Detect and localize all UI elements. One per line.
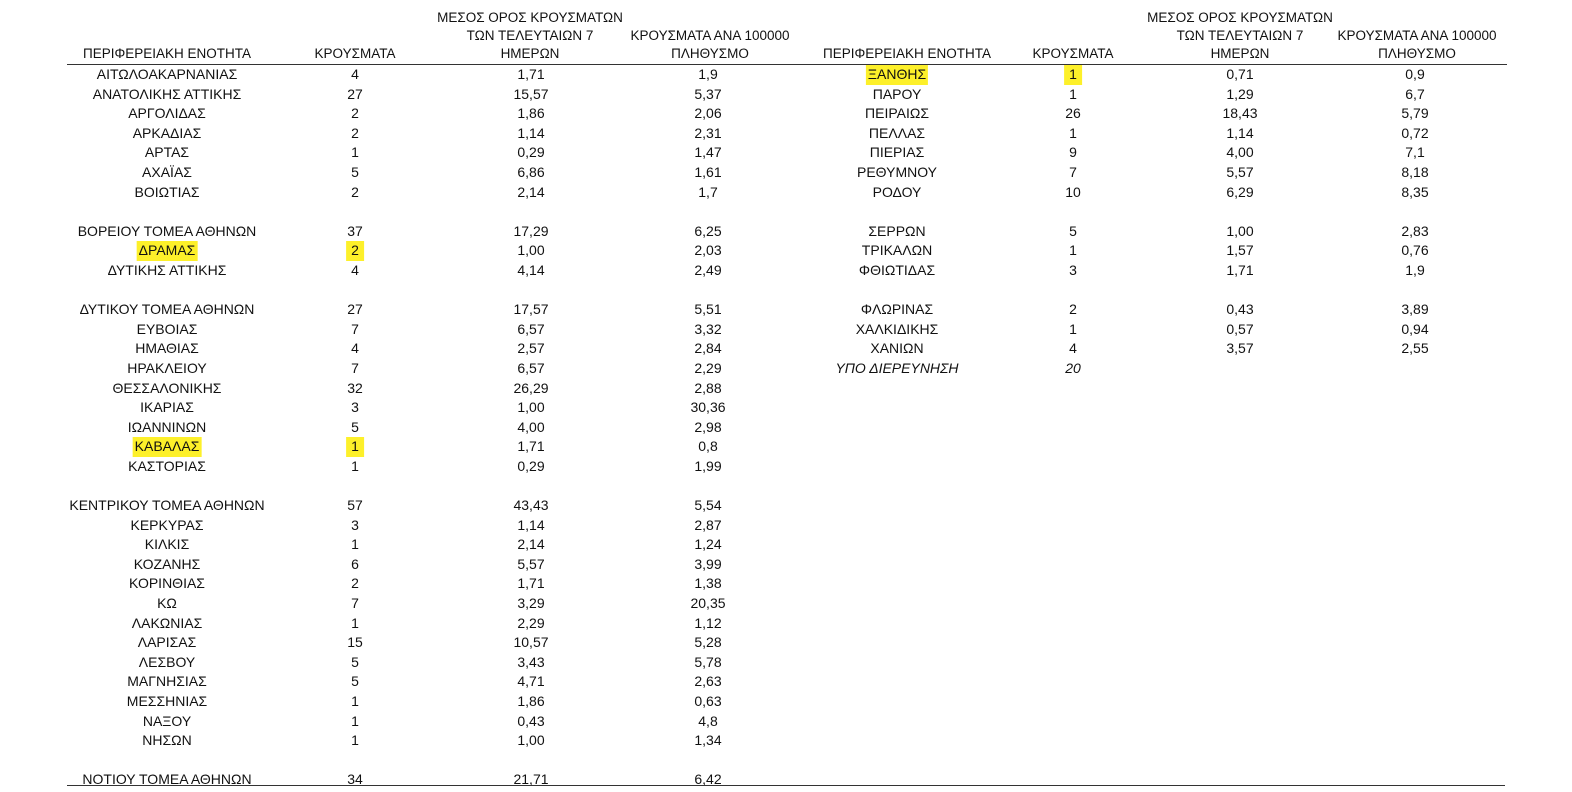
cell-per100k: 5,54	[694, 497, 722, 514]
cell-per100k: 20,35	[690, 595, 726, 612]
cell-region: ΔΥΤΙΚΟΥ ΤΟΜΕΑ ΑΘΗΝΩΝ	[79, 301, 255, 318]
header-region: ΠΕΡΙΦΕΡΕΙΑΚΗ ΕΝΟΤΗΤΑ	[822, 46, 992, 61]
cell-avg: 1,14	[517, 124, 545, 141]
cell-avg: 2,29	[517, 614, 545, 631]
cell-per100k: 1,38	[694, 575, 722, 592]
cell-cases: 37	[347, 222, 363, 239]
cell-per100k: 5,37	[694, 85, 722, 102]
cell-per100k: 2,31	[694, 124, 722, 141]
table-row	[67, 339, 820, 359]
cell-per100k: 2,63	[694, 673, 722, 690]
cell-per100k: 2,84	[694, 340, 722, 357]
cell-avg: 1,71	[517, 438, 545, 455]
cell-avg: 1,71	[1226, 261, 1254, 278]
cell-avg: 4,14	[517, 261, 545, 278]
cell-cases: 2	[346, 241, 364, 261]
cell-region: ΔΡΑΜΑΣ	[137, 241, 198, 261]
cell-avg: 1,71	[517, 66, 545, 82]
cell-cases: 1	[1064, 65, 1082, 85]
table-row	[67, 183, 820, 203]
cell-per100k: 2,98	[694, 418, 722, 435]
cell-cases: 2	[351, 183, 359, 200]
table-row	[67, 398, 820, 418]
cell-cases: 1	[1069, 242, 1077, 259]
cell-region: ΗΜΑΘΙΑΣ	[135, 340, 199, 357]
cell-per100k: 3,32	[694, 320, 722, 337]
header-avg: ΜΕΣΟΣ ΟΡΟΣ ΚΡΟΥΣΜΑΤΩΝ ΤΩΝ ΤΕΛΕΥΤΑΙΩΝ 7 ΗΜΕΡΩΝ	[437, 10, 623, 61]
header-cases: ΚΡΟΥΣΜΑΤΑ	[314, 46, 396, 61]
cell-per100k: 0,9	[1405, 66, 1425, 82]
table-row	[817, 183, 1507, 203]
cell-region: ΠΕΙΡΑΙΩΣ	[865, 105, 929, 122]
table-row	[817, 300, 1507, 320]
cell-per100k: 5,78	[694, 653, 722, 670]
table-row	[817, 85, 1507, 105]
cell-cases: 5	[351, 418, 359, 435]
cell-avg: 1,86	[517, 693, 545, 709]
cell-region: ΠΑΡΟΥ	[872, 85, 922, 102]
spacer-row	[67, 751, 820, 771]
cell-cases: 3	[351, 399, 359, 416]
cell-cases: 2	[351, 575, 359, 592]
cell-region: ΒΟΙΩΤΙΑΣ	[134, 183, 200, 200]
cell-per100k: 1,47	[694, 144, 722, 161]
header-per100k: ΚΡΟΥΣΜΑΤΑ ΑΝΑ 100000 ΠΛΗΘΥΣΜΟ	[1337, 28, 1497, 61]
cell-region: ΑΧΑΪΑΣ	[142, 163, 192, 180]
cell-per100k: 1,34	[694, 732, 722, 749]
cell-region: ΑΝΑΤΟΛΙΚΗΣ ΑΤΤΙΚΗΣ	[92, 85, 242, 102]
cell-per100k: 6,42	[694, 771, 722, 788]
cell-avg: 2,57	[517, 340, 545, 357]
cell-avg: 3,43	[517, 653, 545, 670]
cell-region: ΜΑΓΝΗΣΙΑΣ	[127, 673, 207, 690]
cell-per100k: 1,61	[694, 163, 722, 180]
cell-region: ΗΡΑΚΛΕΙΟΥ	[127, 359, 207, 376]
cell-region: ΝΑΞΟΥ	[142, 712, 192, 729]
cell-per100k: 6,25	[694, 222, 722, 239]
cell-avg: 26,29	[513, 379, 549, 396]
cell-region: ΘΕΣΣΑΛΟΝΙΚΗΣ	[112, 379, 222, 396]
cell-cases: 6	[351, 555, 359, 572]
cell-cases: 5	[1069, 222, 1077, 239]
cell-region: ΚΑΒΑΛΑΣ	[133, 437, 202, 457]
cell-cases: 27	[347, 301, 363, 318]
cell-per100k: 0,72	[1401, 124, 1429, 141]
cell-region: ΜΕΣΣΗΝΙΑΣ	[126, 693, 208, 709]
cell-region: ΚΟΡΙΝΘΙΑΣ	[129, 575, 205, 592]
table-row	[817, 104, 1507, 124]
cell-avg: 3,29	[517, 595, 545, 612]
cell-avg: 6,57	[517, 359, 545, 376]
table-row	[67, 555, 820, 575]
cell-avg: 1,00	[1226, 222, 1254, 239]
cell-cases: 1	[1069, 85, 1077, 102]
cell-avg: 0,29	[517, 144, 545, 161]
cell-avg: 4,00	[517, 418, 545, 435]
cell-per100k: 2,49	[694, 261, 722, 278]
cell-region: ΦΛΩΡΙΝΑΣ	[860, 301, 934, 318]
table-row	[817, 222, 1507, 242]
cell-cases: 5	[351, 163, 359, 180]
cell-region: ΥΠΟ ΔΙΕΡΕΥΝΗΣΗ	[835, 359, 959, 376]
table-row	[67, 379, 820, 399]
cell-per100k: 5,79	[1401, 105, 1429, 122]
cell-avg: 0,43	[1226, 301, 1254, 318]
cell-avg: 6,57	[517, 320, 545, 337]
cell-per100k: 5,28	[694, 634, 722, 651]
cell-cases: 4	[351, 261, 359, 278]
cell-per100k: 2,88	[694, 379, 722, 396]
cell-per100k: 30,36	[690, 399, 726, 416]
cell-avg: 10,57	[513, 634, 549, 651]
table-row	[67, 574, 820, 594]
cell-region: ΚΑΣΤΟΡΙΑΣ	[128, 457, 206, 474]
cell-avg: 17,57	[513, 301, 549, 318]
cell-avg: 4,71	[517, 673, 545, 690]
cell-cases: 7	[351, 595, 359, 612]
cell-per100k: 6,7	[1405, 85, 1425, 102]
table-row	[817, 124, 1507, 144]
cell-region: ΚΩ	[157, 595, 177, 612]
cell-cases: 1	[1069, 320, 1077, 337]
cell-cases: 1	[351, 144, 359, 161]
cell-region: ΝΗΣΩΝ	[142, 732, 192, 749]
table-row	[67, 594, 820, 614]
cell-region: ΒΟΡΕΙΟΥ ΤΟΜΕΑ ΑΘΗΝΩΝ	[77, 222, 257, 239]
cell-cases: 2	[1069, 301, 1077, 318]
cell-avg: 43,43	[513, 497, 549, 514]
cell-avg: 1,00	[517, 242, 545, 259]
table-row	[67, 437, 820, 457]
cell-per100k: 1,9	[698, 66, 718, 82]
cell-cases: 4	[351, 66, 359, 82]
table-row	[67, 457, 820, 477]
cell-cases: 3	[351, 516, 359, 533]
cell-cases: 1	[351, 614, 359, 631]
cell-region: ΔΥΤΙΚΗΣ ΑΤΤΙΚΗΣ	[107, 261, 227, 278]
spacer-row	[67, 281, 820, 301]
cell-per100k: 0,8	[698, 438, 718, 455]
cell-cases: 26	[1065, 105, 1081, 122]
cell-per100k: 2,29	[694, 359, 722, 376]
cell-avg: 6,86	[517, 163, 545, 180]
table-row	[67, 241, 820, 261]
cell-avg: 1,71	[517, 575, 545, 592]
table-row	[67, 261, 820, 281]
cell-avg: 1,00	[517, 732, 545, 749]
cell-region: ΦΘΙΩΤΙΔΑΣ	[858, 261, 936, 278]
header-region: ΠΕΡΙΦΕΡΕΙΑΚΗ ΕΝΟΤΗΤΑ	[82, 46, 252, 61]
table-row	[67, 614, 820, 634]
table-row	[67, 359, 820, 379]
cell-per100k: 1,9	[1405, 261, 1425, 278]
cell-region: ΡΟΔΟΥ	[872, 183, 922, 200]
table-row	[67, 85, 820, 105]
right-table-body	[817, 65, 1507, 379]
cell-cases: 20	[1065, 359, 1081, 376]
table-row	[817, 65, 1507, 85]
cell-region: ΛΕΣΒΟΥ	[138, 653, 196, 670]
cell-region: ΑΡΤΑΣ	[144, 144, 190, 161]
table-row	[817, 241, 1507, 261]
cell-per100k: 2,06	[694, 105, 722, 122]
cell-avg: 2,14	[517, 183, 545, 200]
cell-cases: 1	[1069, 124, 1077, 141]
cell-per100k: 0,63	[694, 693, 722, 709]
cell-avg: 5,57	[1226, 163, 1254, 180]
table-row	[67, 712, 820, 732]
cell-avg: 17,29	[513, 222, 549, 239]
cell-region: ΠΙΕΡΙΑΣ	[869, 144, 925, 161]
table-row	[817, 339, 1507, 359]
cell-cases: 2	[351, 105, 359, 122]
cell-region: ΞΑΝΘΗΣ	[866, 65, 928, 85]
cell-region: ΠΕΛΛΑΣ	[868, 124, 926, 141]
cell-avg: 1,14	[517, 516, 545, 533]
cell-cases: 5	[351, 673, 359, 690]
cell-region: ΑΡΚΑΔΙΑΣ	[132, 124, 202, 141]
left-table-header	[67, 0, 820, 65]
cell-avg: 0,43	[517, 712, 545, 729]
table-row	[817, 261, 1507, 281]
cell-avg: 15,57	[513, 85, 549, 102]
cell-cases: 1	[351, 732, 359, 749]
table-row	[817, 163, 1507, 183]
cell-avg: 21,71	[513, 771, 549, 788]
table-row	[817, 143, 1507, 163]
header-cases: ΚΡΟΥΣΜΑΤΑ	[1032, 46, 1114, 61]
spacer-row	[67, 202, 820, 222]
cell-per100k: 8,35	[1401, 183, 1429, 200]
right-table-header	[817, 0, 1507, 65]
cell-region: ΧΑΛΚΙΔΙΚΗΣ	[855, 320, 939, 337]
cell-cases: 1	[351, 693, 359, 709]
cell-cases: 4	[351, 340, 359, 357]
cell-cases: 3	[1069, 261, 1077, 278]
cell-cases: 1	[351, 536, 359, 553]
left-table-body	[67, 65, 820, 790]
table-row	[67, 692, 820, 712]
bottom-rule	[67, 785, 1505, 786]
table-row	[67, 672, 820, 692]
cell-region: ΚΕΝΤΡΙΚΟΥ ΤΟΜΕΑ ΑΘΗΝΩΝ	[69, 497, 265, 514]
cell-per100k: 8,18	[1401, 163, 1429, 180]
header-avg: ΜΕΣΟΣ ΟΡΟΣ ΚΡΟΥΣΜΑΤΩΝ ΤΩΝ ΤΕΛΕΥΤΑΙΩΝ 7 ΗΜΕΡΩΝ	[1147, 10, 1333, 61]
table-row	[67, 535, 820, 555]
cell-avg: 1,29	[1226, 85, 1254, 102]
table-row	[67, 653, 820, 673]
cell-cases: 57	[347, 497, 363, 514]
cell-avg: 0,29	[517, 457, 545, 474]
cell-per100k: 2,87	[694, 516, 722, 533]
cell-avg: 5,57	[517, 555, 545, 572]
cell-cases: 1	[351, 457, 359, 474]
table-row	[817, 320, 1507, 340]
cell-region: ΚΕΡΚΥΡΑΣ	[130, 516, 204, 533]
cell-region: ΛΑΚΩΝΙΑΣ	[131, 614, 203, 631]
cell-per100k: 0,76	[1401, 242, 1429, 259]
cell-per100k: 4,8	[698, 712, 718, 729]
header-per100k: ΚΡΟΥΣΜΑΤΑ ΑΝΑ 100000 ΠΛΗΘΥΣΜΟ	[630, 28, 790, 61]
left-table	[67, 0, 820, 790]
cell-per100k: 1,24	[694, 536, 722, 553]
cell-region: ΕΥΒΟΙΑΣ	[136, 320, 198, 337]
cell-region: ΑΙΤΩΛΟΑΚΑΡΝΑΝΙΑΣ	[96, 66, 238, 82]
cell-per100k: 5,51	[694, 301, 722, 318]
cell-region: ΑΡΓΟΛΙΔΑΣ	[128, 105, 206, 122]
cell-per100k: 3,99	[694, 555, 722, 572]
cell-region: ΣΕΡΡΩΝ	[868, 222, 926, 239]
cell-cases: 5	[351, 653, 359, 670]
cell-cases: 32	[347, 379, 363, 396]
cell-region: ΚΙΛΚΙΣ	[144, 536, 190, 553]
table-row	[67, 300, 820, 320]
table-row	[67, 633, 820, 653]
table-row	[67, 770, 820, 790]
table-row	[67, 104, 820, 124]
cell-per100k: 1,99	[694, 457, 722, 474]
cell-region: ΛΑΡΙΣΑΣ	[137, 634, 197, 651]
cell-cases: 7	[1069, 163, 1077, 180]
cell-per100k: 2,55	[1401, 340, 1429, 357]
cell-cases: 1	[351, 712, 359, 729]
cell-region: ΚΟΖΑΝΗΣ	[133, 555, 201, 572]
table-row	[67, 143, 820, 163]
cell-region: ΧΑΝΙΩΝ	[870, 340, 924, 357]
cell-per100k: 7,1	[1405, 144, 1425, 161]
cell-region: ΝΟΤΙΟΥ ΤΟΜΕΑ ΑΘΗΝΩΝ	[82, 771, 252, 788]
table-row	[67, 516, 820, 536]
cell-avg: 0,57	[1226, 320, 1254, 337]
table-row	[67, 731, 820, 751]
cell-cases: 7	[351, 320, 359, 337]
table-row	[67, 163, 820, 183]
cell-cases: 34	[347, 771, 363, 788]
cell-cases: 9	[1069, 144, 1077, 161]
cell-per100k: 1,7	[698, 183, 718, 200]
cell-cases: 10	[1065, 183, 1081, 200]
table-row	[817, 359, 1507, 379]
cell-cases: 2	[351, 124, 359, 141]
cell-avg: 1,14	[1226, 124, 1254, 141]
cell-avg: 6,29	[1226, 183, 1254, 200]
table-row	[67, 124, 820, 144]
cell-region: ΙΚΑΡΙΑΣ	[140, 399, 194, 416]
cell-avg: 0,71	[1226, 66, 1254, 82]
spacer-row	[67, 476, 820, 496]
table-row	[67, 418, 820, 438]
cell-per100k: 1,12	[694, 614, 722, 631]
cell-per100k: 3,89	[1401, 301, 1429, 318]
cell-cases: 15	[347, 634, 363, 651]
cell-per100k: 0,94	[1401, 320, 1429, 337]
cell-per100k: 2,03	[694, 242, 722, 259]
cell-avg: 3,57	[1226, 340, 1254, 357]
cell-avg: 18,43	[1222, 105, 1258, 122]
cell-cases: 4	[1069, 340, 1077, 357]
spacer-row	[817, 281, 1507, 301]
cell-avg: 1,00	[517, 399, 545, 416]
table-row	[67, 65, 820, 85]
cell-region: ΤΡΙΚΑΛΩΝ	[861, 242, 933, 259]
cell-avg: 1,57	[1226, 242, 1254, 259]
right-table	[817, 0, 1507, 379]
table-row	[67, 222, 820, 242]
cell-avg: 2,14	[517, 536, 545, 553]
table-row	[67, 496, 820, 516]
cell-region: ΙΩΑΝΝΙΝΩΝ	[127, 418, 207, 435]
cell-avg: 1,86	[517, 105, 545, 122]
cell-avg: 4,00	[1226, 144, 1254, 161]
cell-cases: 7	[351, 359, 359, 376]
cell-per100k: 2,83	[1401, 222, 1429, 239]
spacer-row	[817, 202, 1507, 222]
cell-cases: 1	[346, 437, 364, 457]
cell-cases: 27	[347, 85, 363, 102]
cell-region: ΡΕΘΥΜΝΟΥ	[856, 163, 938, 180]
table-row	[67, 320, 820, 340]
